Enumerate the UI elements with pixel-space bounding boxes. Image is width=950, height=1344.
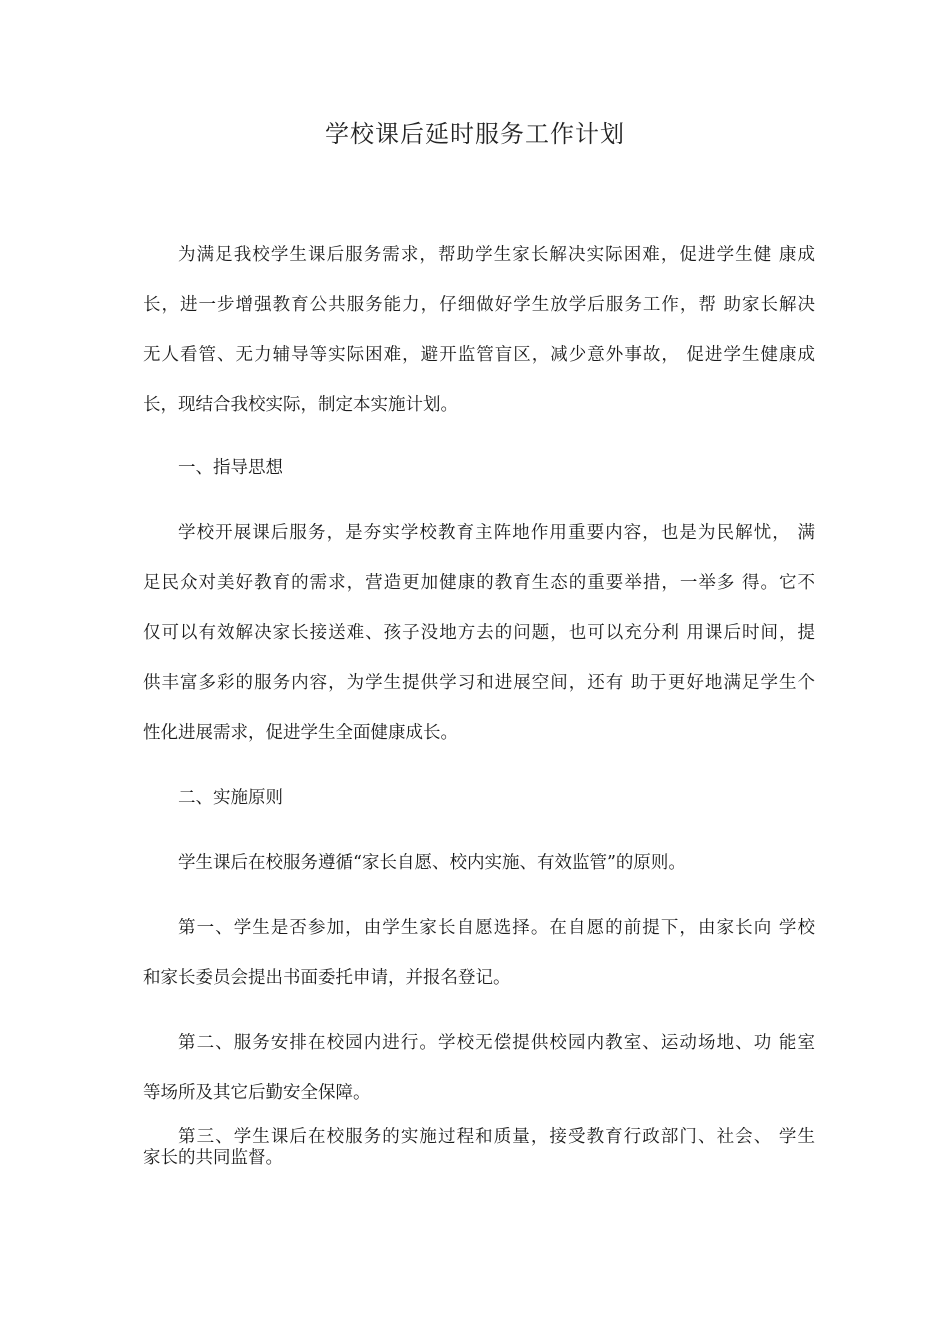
- second-principle-line-1: 第二、服务安排在校园内进行。学校无偿提供校园内教室、运动场地、功 能室: [178, 1033, 815, 1053]
- document-title: 学校课后延时服务工作计划: [325, 120, 625, 148]
- first-principle-line-1: 第一、学生是否参加，由学生家长自愿选择。在自愿的前提下，由家长向 学校: [178, 918, 815, 938]
- third-principle-line-2: 家长的共同监督。: [143, 1148, 283, 1168]
- principle-statement: 学生课后在校服务遵循“家长自愿、校内实施、有效监管”的原则。: [178, 853, 686, 873]
- first-principle-line-2: 和家长委员会提出书面委托申请，并报名登记。: [143, 968, 511, 988]
- section-heading-principles: 二、实施原则: [178, 788, 283, 808]
- section-heading-guiding-ideology: 一、指导思想: [178, 458, 283, 478]
- section1-line-3: 仅可以有效解决家长接送难、孩子没地方去的问题，也可以充分利 用课后时间，提: [143, 623, 815, 643]
- intro-line-2: 长，进一步增强教育公共服务能力，仔细做好学生放学后服务工作，帮 助家长解决: [143, 295, 815, 315]
- section1-line-5: 性化进展需求，促进学生全面健康成长。: [143, 723, 458, 743]
- section1-line-1: 学校开展课后服务，是夯实学校教育主阵地作用重要内容，也是为民解忧， 满: [178, 523, 815, 543]
- intro-line-3: 无人看管、无力辅导等实际困难，避开监管盲区，减少意外事故， 促进学生健康成: [143, 345, 815, 365]
- intro-line-1: 为满足我校学生课后服务需求，帮助学生家长解决实际困难，促进学生健 康成: [178, 245, 815, 265]
- intro-line-4: 长，现结合我校实际，制定本实施计划。: [143, 395, 458, 415]
- third-principle-line-1: 第三、学生课后在校服务的实施过程和质量，接受教育行政部门、社会、 学生: [178, 1127, 815, 1147]
- second-principle-line-2: 等场所及其它后勤安全保障。: [143, 1083, 371, 1103]
- section1-line-4: 供丰富多彩的服务内容，为学生提供学习和进展空间，还有 助于更好地满足学生个: [143, 673, 815, 693]
- section1-line-2: 足民众对美好教育的需求，营造更加健康的教育生态的重要举措，一举多 得。它不: [143, 573, 815, 593]
